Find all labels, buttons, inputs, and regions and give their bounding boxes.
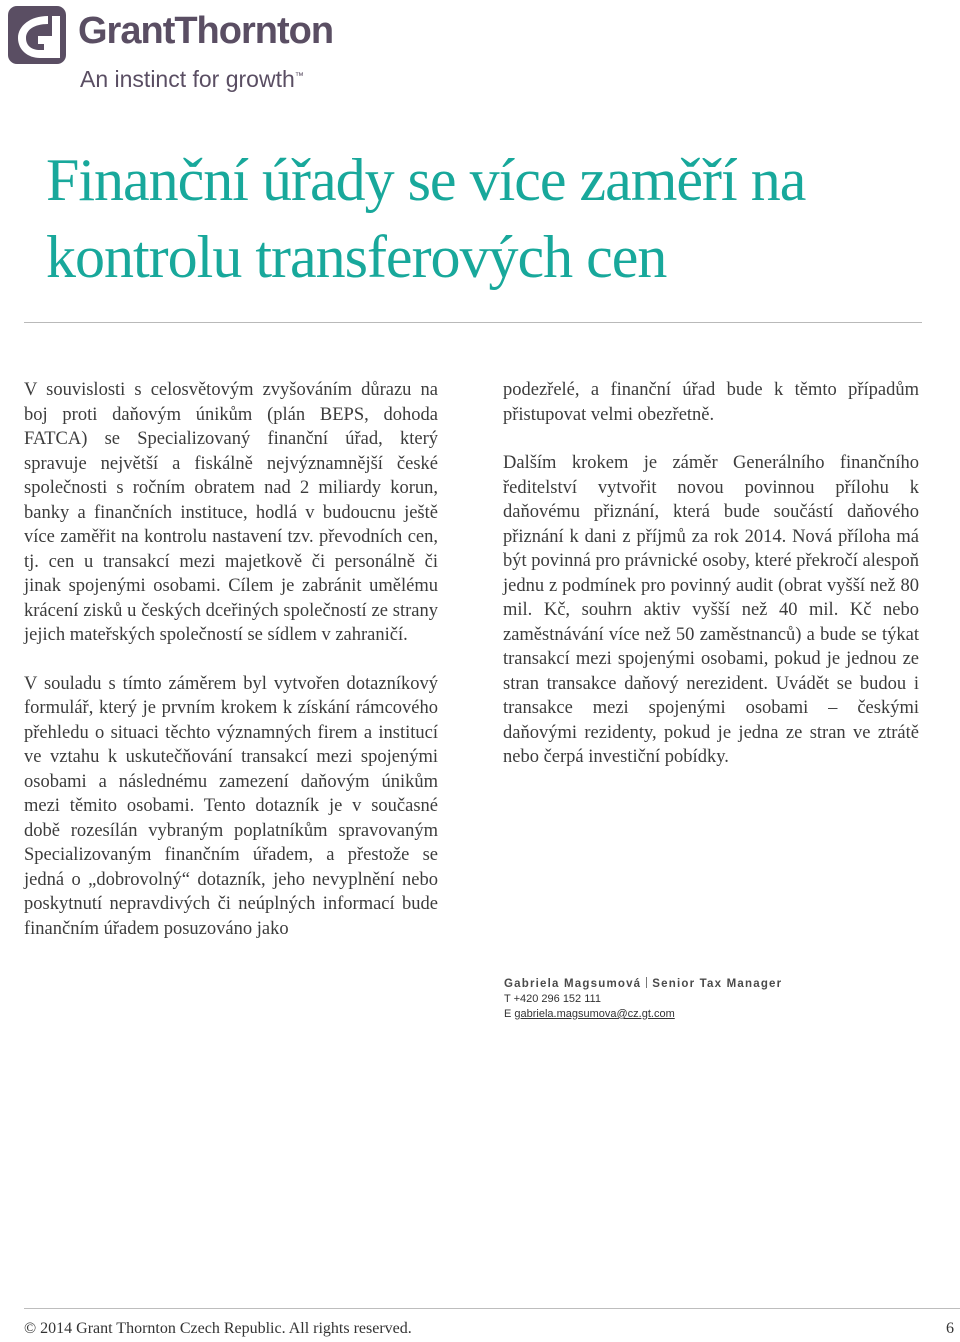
paragraph: V souladu s tímto záměrem byl vytvořen dotazníkový formulář, který je prvním krokem k získání rámcového přehledu o situaci těchto významných firem a institucí ve vztahu k uskutečňování transakcí mezi spojenými osobami a následnému zamezení daňovým únikům mezi těmito osobami. Tento dotazník je v současné době rozesílán vybraným poplatníkům spravovaným Specializovaným finančním úřadem, a přestože se jedná o „dobrovolný“ dotazník, jeho nevyplnění nebo poskytnutí nepravdivých či neúplných informací bude finančním úřadem posuzováno jako	[24, 673, 438, 939]
paragraph: podezřelé, a finanční úřad bude k těmto případům přistupovat velmi obezřetně.	[503, 380, 919, 425]
brand-tagline: An instinct for growth™	[80, 66, 304, 92]
page-number: 6	[946, 1320, 954, 1337]
grant-thornton-logo	[8, 4, 334, 104]
author-name: Gabriela Magsumová	[504, 978, 642, 990]
title-divider	[24, 322, 922, 323]
article-column-left	[24, 378, 438, 965]
footer-copyright: © 2014 Grant Thornton Czech Republic. All rights reserved.	[24, 1320, 412, 1337]
separator	[646, 977, 647, 988]
title-line: Finanční úřady se více zaměří na	[46, 147, 806, 213]
author-phone: T +420 296 152 111	[504, 993, 601, 1005]
author-name-line	[504, 977, 924, 992]
paragraph: Dalším krokem je záměr Generálního finančního ředitelství vytvořit novou povinnou přílohu k daňovému přiznání, která bude součástí daňového přiznání k dani z příjmů za rok 2014. Nová příloha má být povinná pro právnické osoby, které překročí alespoň jednu z podmínek pro povinný audit (obrat vyšší než 80 mil. Kč, souhrn aktiv vyšší než 40 mil. Kč nebo zaměstnávání více než 50 zaměstnanců) a bude se týkat transakcí mezi spojenými osobami, pokud je jednou ze stran transakce daňový nerezident. Uvádět se budou i transakce mezi spojenými osobami – českými daňovými rezidenty, pokud je jedna ze stran ve ztrátě nebo čerpá investiční pobídky.	[503, 453, 919, 767]
email-prefix: E	[504, 1008, 512, 1020]
author-role: Senior Tax Manager	[652, 978, 783, 990]
footer-divider	[24, 1308, 960, 1309]
page-title	[46, 142, 926, 296]
article-column-right	[503, 378, 919, 794]
grant-thornton-logo-mark-icon	[8, 6, 66, 64]
brand-name: GrantThornton	[78, 10, 334, 52]
author-email-link[interactable]: gabriela.magsumova@cz.gt.com	[514, 1008, 675, 1020]
title-line: kontrolu transferových cen	[46, 224, 667, 290]
paragraph: V souvislosti s celosvětovým zvyšováním důrazu na boj proti daňovým únikům (plán BEPS, dohoda FATCA) se Specializovaný finanční úřad, který spravuje největší a fiskálně nejvýznamnější české společnosti s ročním obratem nad 2 miliardy korun, banky a finančních instituce, hodlá v budoucnu ještě více zaměřit na kontrolu nastavení tzv. převodních cen, tj. cen u transakcí mezi majetkově či personálně či jinak spojenými osobami. Cílem je zabránit umělému krácení zisků u českých dceřiných společností ze strany jejich mateřských společností se sídlem v zahraničí.	[24, 380, 438, 645]
author-contact	[504, 977, 924, 1022]
author-email-line	[504, 1007, 924, 1022]
